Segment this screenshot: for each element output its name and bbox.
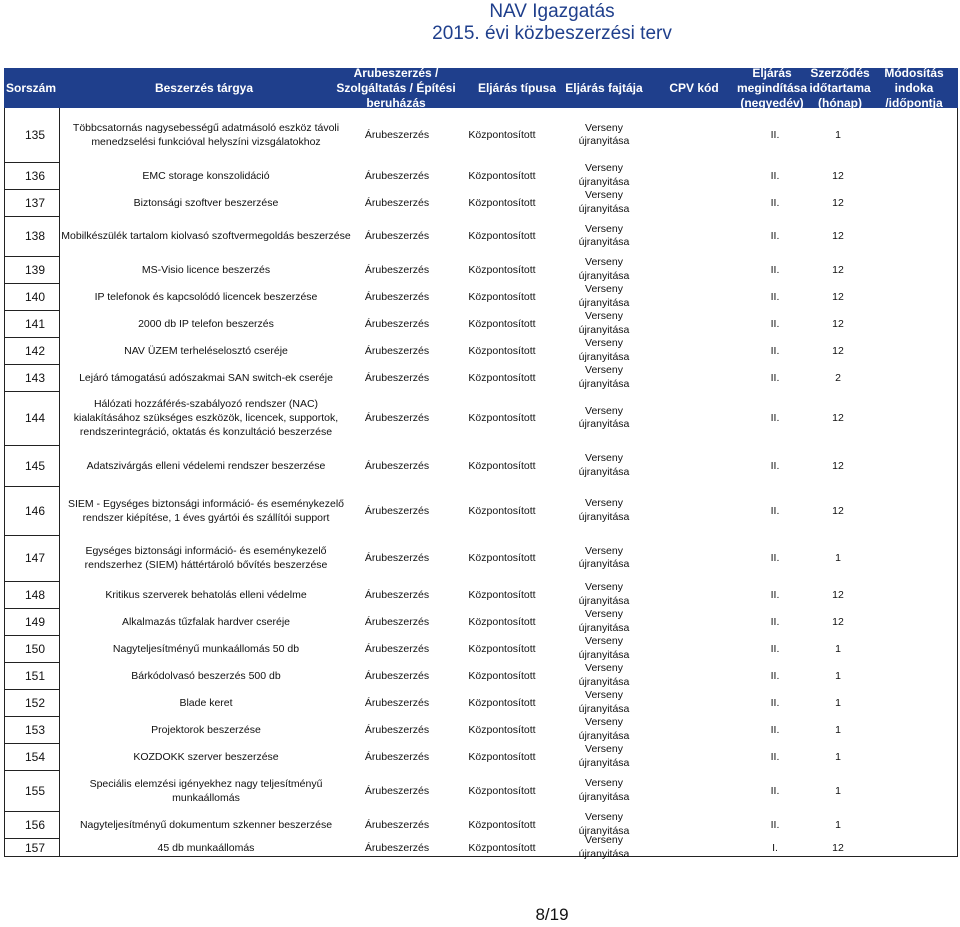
row-contract-duration: 1 bbox=[835, 696, 841, 709]
row-launch-quarter: II. bbox=[770, 504, 780, 517]
row-number: 146 bbox=[25, 503, 46, 518]
row-subject: Nagyteljesítményű munkaállomás 50 db bbox=[112, 642, 300, 655]
row-contract-duration: 12 bbox=[832, 588, 844, 601]
row-subject: Biztonsági szoftver beszerzése bbox=[133, 196, 279, 209]
row-divider bbox=[5, 662, 59, 663]
header-contract-duration: Szerződés időtartama (hónap) bbox=[809, 65, 871, 110]
table-row bbox=[5, 486, 957, 535]
row-launch-quarter: II. bbox=[770, 696, 780, 709]
row-subject: Nagyteljesítményű dokumentum szkenner beszerzése bbox=[79, 818, 333, 831]
row-number: 155 bbox=[25, 783, 46, 798]
table-row bbox=[5, 743, 957, 770]
row-divider bbox=[5, 189, 59, 190]
table-row bbox=[5, 635, 957, 662]
row-procedure-type: Központosított bbox=[468, 459, 536, 472]
table-row bbox=[5, 108, 957, 162]
row-contract-duration: 12 bbox=[832, 263, 844, 276]
row-contract-duration: 12 bbox=[832, 504, 844, 517]
row-divider bbox=[5, 535, 59, 536]
header-sorszam: Sorszám bbox=[5, 80, 57, 95]
row-contract-duration: 1 bbox=[835, 129, 841, 141]
row-procedure-kind: Verseny újranyitása bbox=[578, 811, 630, 837]
table-row bbox=[5, 283, 957, 310]
row-launch-quarter: II. bbox=[770, 412, 780, 424]
row-launch-quarter: II. bbox=[770, 784, 780, 797]
row-procedure-type: Központosított bbox=[468, 129, 536, 141]
row-procedure-kind: Verseny újranyitása bbox=[578, 283, 630, 309]
row-subject: Projektorok beszerzése bbox=[151, 723, 261, 736]
row-subject: NAV ÜZEM terheléselosztó cseréje bbox=[124, 344, 288, 357]
row-procedure-type: Központosított bbox=[468, 588, 536, 601]
row-procurement-type: Árubeszerzés bbox=[364, 588, 430, 601]
row-subject: Többcsatornás nagysebességű adatmásoló eszköz távoli menedzselési funkcióval helyszíni vizsgálatokhoz bbox=[72, 122, 340, 148]
row-divider bbox=[5, 581, 59, 582]
table-header bbox=[4, 65, 958, 110]
row-procurement-type: Árubeszerzés bbox=[364, 784, 430, 797]
row-subject: SIEM - Egységes biztonsági információ- és eseménykezelő rendszer kiépítése, 1 éves gyártói és szállítói support bbox=[67, 497, 345, 524]
row-contract-duration: 1 bbox=[835, 784, 841, 797]
row-procurement-type: Árubeszerzés bbox=[364, 230, 430, 242]
row-procedure-kind: Verseny újranyitása bbox=[578, 337, 630, 363]
row-procurement-type: Árubeszerzés bbox=[364, 818, 430, 831]
row-divider bbox=[5, 216, 59, 217]
row-subject: Mobilkészülék tartalom kiolvasó szoftvermegoldás beszerzése bbox=[61, 230, 351, 242]
row-procurement-type: Árubeszerzés bbox=[364, 344, 430, 357]
row-launch-quarter: II. bbox=[770, 588, 780, 601]
row-procurement-type: Árubeszerzés bbox=[364, 290, 430, 303]
row-number: 148 bbox=[25, 587, 46, 602]
row-subject: MS-Visio licence beszerzés bbox=[141, 263, 271, 276]
row-divider bbox=[5, 743, 59, 744]
row-procedure-kind: Verseny újranyitása bbox=[578, 497, 630, 523]
table-row bbox=[5, 716, 957, 743]
row-launch-quarter: II. bbox=[770, 615, 780, 628]
row-number: 156 bbox=[25, 817, 46, 832]
row-number: 138 bbox=[25, 229, 46, 243]
row-number: 154 bbox=[25, 749, 46, 764]
row-divider bbox=[5, 486, 59, 487]
table-row bbox=[5, 834, 957, 860]
table-row bbox=[5, 535, 957, 581]
row-contract-duration: 12 bbox=[832, 344, 844, 357]
row-procedure-kind: Verseny újranyitása bbox=[578, 162, 630, 188]
row-subject: Alkalmazás tűzfalak hardver cseréje bbox=[121, 615, 291, 628]
table-row bbox=[5, 811, 957, 838]
header-procedure-type: Eljárás típusa bbox=[477, 80, 557, 95]
row-number: 136 bbox=[25, 168, 46, 183]
row-procedure-type: Központosított bbox=[468, 230, 536, 242]
document-subtitle: 2015. évi közbeszerzési terv bbox=[432, 23, 672, 44]
row-procedure-kind: Verseny újranyitása bbox=[578, 310, 630, 336]
row-procedure-type: Központosított bbox=[468, 642, 536, 655]
header-procurement-type: Árubeszerzés / Szolgáltatás / Építési beruházás bbox=[336, 65, 456, 110]
row-number: 141 bbox=[25, 316, 46, 331]
row-procedure-kind: Verseny újranyitása bbox=[578, 256, 630, 282]
row-procedure-type: Központosított bbox=[468, 669, 536, 682]
row-contract-duration: 12 bbox=[832, 459, 844, 472]
document-title: NAV Igazgatás bbox=[489, 1, 615, 22]
row-contract-duration: 12 bbox=[832, 230, 844, 242]
row-launch-quarter: II. bbox=[770, 669, 780, 682]
row-subject: EMC storage konszolidáció bbox=[142, 169, 270, 182]
row-procurement-type: Árubeszerzés bbox=[364, 696, 430, 709]
row-procurement-type: Árubeszerzés bbox=[364, 371, 430, 384]
table-row bbox=[5, 608, 957, 635]
row-launch-quarter: II. bbox=[770, 750, 780, 763]
row-procedure-kind: Verseny újranyitása bbox=[578, 404, 630, 430]
row-contract-duration: 1 bbox=[835, 723, 841, 736]
row-contract-duration: 12 bbox=[832, 290, 844, 303]
row-contract-duration: 12 bbox=[832, 169, 844, 182]
row-divider bbox=[5, 770, 59, 771]
row-procedure-kind: Verseny újranyitása bbox=[578, 716, 630, 742]
header-cpv-code: CPV kód bbox=[669, 80, 719, 95]
row-subject: Speciális elemzési igényekhez nagy teljesítményű munkaállomás bbox=[89, 777, 323, 804]
row-procedure-type: Központosított bbox=[468, 552, 536, 564]
row-contract-duration: 1 bbox=[835, 818, 841, 831]
row-procurement-type: Árubeszerzés bbox=[364, 412, 430, 424]
row-contract-duration: 12 bbox=[832, 317, 844, 330]
row-procedure-type: Központosított bbox=[468, 371, 536, 384]
row-subject: 45 db munkaállomás bbox=[157, 841, 255, 854]
row-procedure-kind: Verseny újranyitása bbox=[578, 189, 630, 215]
row-subject: Hálózati hozzáférés-szabályozó rendszer (NAC) kialakításához szükséges eszközök, licencek, supportok, rendszerintegráció, oktatás és konzultáció beszerzése bbox=[73, 398, 339, 438]
row-divider bbox=[5, 608, 59, 609]
row-procedure-kind: Verseny újranyitása bbox=[578, 743, 630, 769]
row-divider bbox=[5, 635, 59, 636]
row-launch-quarter: II. bbox=[770, 263, 780, 276]
row-procedure-kind: Verseny újranyitása bbox=[578, 777, 630, 803]
row-procedure-type: Központosított bbox=[468, 818, 536, 831]
row-number: 150 bbox=[25, 641, 46, 656]
row-divider bbox=[5, 364, 59, 365]
row-divider bbox=[5, 283, 59, 284]
row-number: 151 bbox=[25, 668, 46, 683]
row-divider bbox=[5, 337, 59, 338]
row-number: 144 bbox=[25, 411, 46, 425]
table-row bbox=[5, 689, 957, 716]
row-number: 153 bbox=[25, 722, 46, 737]
row-launch-quarter: II. bbox=[770, 371, 780, 384]
row-launch-quarter: II. bbox=[770, 344, 780, 357]
row-number: 135 bbox=[25, 128, 46, 142]
row-launch-quarter: II. bbox=[770, 818, 780, 831]
row-number: 140 bbox=[25, 289, 46, 304]
row-subject: Adatszivárgás elleni védelemi rendszer beszerzése bbox=[86, 459, 326, 472]
row-procedure-kind: Verseny újranyitása bbox=[578, 121, 630, 147]
row-procurement-type: Árubeszerzés bbox=[364, 552, 430, 564]
row-launch-quarter: II. bbox=[770, 723, 780, 736]
row-procurement-type: Árubeszerzés bbox=[364, 723, 430, 736]
row-procedure-kind: Verseny újranyitása bbox=[578, 635, 630, 661]
table-row bbox=[5, 391, 957, 445]
row-procedure-type: Központosított bbox=[468, 723, 536, 736]
row-number: 137 bbox=[25, 195, 46, 210]
row-procedure-kind: Verseny újranyitása bbox=[578, 608, 630, 634]
row-procurement-type: Árubeszerzés bbox=[364, 129, 430, 141]
row-number: 149 bbox=[25, 614, 46, 629]
row-launch-quarter: II. bbox=[770, 169, 780, 182]
row-procurement-type: Árubeszerzés bbox=[364, 642, 430, 655]
row-number: 139 bbox=[25, 262, 46, 277]
row-procedure-type: Központosított bbox=[468, 317, 536, 330]
row-procurement-type: Árubeszerzés bbox=[364, 169, 430, 182]
row-procedure-type: Központosított bbox=[468, 196, 536, 209]
header-procedure-kind: Eljárás fajtája bbox=[565, 80, 643, 95]
row-divider bbox=[5, 391, 59, 392]
row-procedure-type: Központosított bbox=[468, 504, 536, 517]
row-procurement-type: Árubeszerzés bbox=[364, 263, 430, 276]
row-number: 142 bbox=[25, 343, 46, 358]
row-procedure-kind: Verseny újranyitása bbox=[578, 544, 630, 570]
row-divider bbox=[5, 716, 59, 717]
row-procedure-type: Központosított bbox=[468, 696, 536, 709]
row-procedure-type: Központosított bbox=[468, 750, 536, 763]
header-modification: Módosítás indoka /időpontja bbox=[884, 65, 944, 110]
row-procurement-type: Árubeszerzés bbox=[364, 504, 430, 517]
row-procurement-type: Árubeszerzés bbox=[364, 750, 430, 763]
row-divider bbox=[5, 445, 59, 446]
table-row bbox=[5, 337, 957, 364]
row-launch-quarter: II. bbox=[770, 459, 780, 472]
row-number: 145 bbox=[25, 458, 46, 473]
row-contract-duration: 12 bbox=[832, 196, 844, 209]
row-divider bbox=[5, 811, 59, 812]
header-subject: Beszerzés tárgya bbox=[154, 80, 254, 95]
row-procedure-type: Központosított bbox=[468, 615, 536, 628]
row-divider bbox=[5, 689, 59, 690]
row-subject: KOZDOKK szerver beszerzése bbox=[133, 750, 279, 763]
row-procurement-type: Árubeszerzés bbox=[364, 459, 430, 472]
table-row bbox=[5, 364, 957, 391]
row-contract-duration: 12 bbox=[832, 615, 844, 628]
row-subject: IP telefonok és kapcsolódó licencek beszerzése bbox=[94, 290, 318, 303]
row-procedure-kind: Verseny újranyitása bbox=[578, 834, 630, 860]
row-procedure-type: Központosított bbox=[468, 169, 536, 182]
row-number: 143 bbox=[25, 370, 46, 385]
row-procedure-type: Központosított bbox=[468, 784, 536, 797]
row-launch-quarter: I. bbox=[772, 841, 778, 854]
row-launch-quarter: II. bbox=[770, 230, 780, 242]
row-procedure-type: Központosított bbox=[468, 344, 536, 357]
row-procurement-type: Árubeszerzés bbox=[364, 841, 430, 854]
row-subject: 2000 db IP telefon beszerzés bbox=[138, 317, 274, 330]
row-divider bbox=[5, 256, 59, 257]
row-subject: Blade keret bbox=[179, 696, 233, 709]
row-procurement-type: Árubeszerzés bbox=[364, 196, 430, 209]
table-row bbox=[5, 445, 957, 486]
row-procedure-type: Központosított bbox=[468, 290, 536, 303]
row-procedure-kind: Verseny újranyitása bbox=[578, 662, 630, 688]
header-launch-quarter: Eljárás megindítása (negyedév) bbox=[737, 65, 808, 110]
row-contract-duration: 2 bbox=[835, 371, 841, 384]
row-procedure-kind: Verseny újranyitása bbox=[578, 364, 630, 390]
row-divider bbox=[5, 310, 59, 311]
row-divider bbox=[5, 162, 59, 163]
row-launch-quarter: II. bbox=[770, 642, 780, 655]
row-procedure-type: Központosított bbox=[468, 263, 536, 276]
row-divider bbox=[5, 838, 59, 839]
row-launch-quarter: II. bbox=[770, 196, 780, 209]
table-row bbox=[5, 310, 957, 337]
table-row bbox=[5, 216, 957, 256]
row-procurement-type: Árubeszerzés bbox=[364, 669, 430, 682]
row-procedure-type: Központosított bbox=[468, 841, 536, 854]
row-number: 157 bbox=[25, 840, 46, 855]
row-procurement-type: Árubeszerzés bbox=[364, 615, 430, 628]
row-launch-quarter: II. bbox=[770, 129, 780, 141]
procurement-table bbox=[4, 108, 958, 860]
row-subject: Bárkódolvasó beszerzés 500 db bbox=[131, 669, 281, 682]
row-procedure-kind: Verseny újranyitása bbox=[578, 689, 630, 715]
table-row bbox=[5, 662, 957, 689]
row-number: 152 bbox=[25, 695, 46, 710]
row-contract-duration: 12 bbox=[832, 412, 844, 424]
row-launch-quarter: II. bbox=[770, 552, 780, 564]
row-contract-duration: 1 bbox=[835, 642, 841, 655]
row-contract-duration: 1 bbox=[835, 552, 841, 564]
row-launch-quarter: II. bbox=[770, 317, 780, 330]
table-row bbox=[5, 770, 957, 811]
row-procurement-type: Árubeszerzés bbox=[364, 317, 430, 330]
row-launch-quarter: II. bbox=[770, 290, 780, 303]
row-procedure-kind: Verseny újranyitása bbox=[578, 222, 630, 248]
row-subject: Kritikus szerverek behatolás elleni védelme bbox=[105, 588, 307, 601]
row-number: 147 bbox=[25, 551, 46, 565]
row-procedure-kind: Verseny újranyitása bbox=[578, 452, 630, 478]
row-contract-duration: 1 bbox=[835, 750, 841, 763]
row-procedure-kind: Verseny újranyitása bbox=[578, 581, 630, 607]
table-row bbox=[5, 256, 957, 283]
row-subject: Egységes biztonsági információ- és eseménykezelő rendszerhez (SIEM) háttértároló bővítés beszerzése bbox=[84, 545, 328, 571]
table-row bbox=[5, 189, 957, 216]
table-row bbox=[5, 162, 957, 189]
row-contract-duration: 12 bbox=[832, 841, 844, 854]
page-number: 8/19 bbox=[535, 905, 569, 924]
row-contract-duration: 1 bbox=[835, 669, 841, 682]
table-row bbox=[5, 581, 957, 608]
row-procedure-type: Központosított bbox=[468, 412, 536, 424]
row-subject: Lejáró támogatású adószakmai SAN switch-ek cseréje bbox=[79, 371, 333, 384]
